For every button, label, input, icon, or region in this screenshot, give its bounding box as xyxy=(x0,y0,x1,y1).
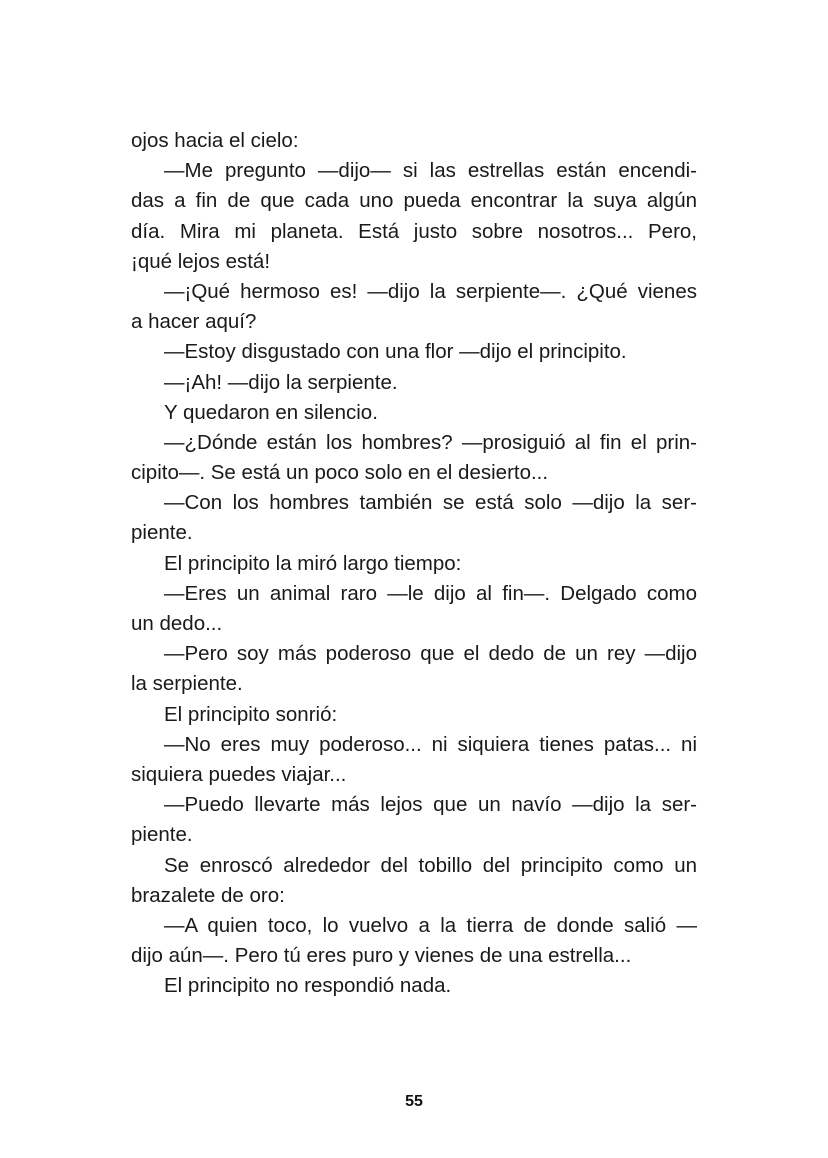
text-line: cipito—. Se está un poco solo en el desierto... xyxy=(131,461,549,485)
text-line: día. Mira mi planeta. Está justo sobre nosotros... Pero, xyxy=(131,219,697,243)
text-line: El principito no respondió nada. xyxy=(164,974,452,998)
text-line: —No eres muy poderoso... ni siquiera tienes patas... ni xyxy=(164,732,697,756)
text-line: El principito sonrió: xyxy=(164,702,338,726)
text-line: ojos hacia el cielo: xyxy=(131,129,299,152)
text-line: —Estoy disgustado con una flor —dijo el principito. xyxy=(164,340,627,364)
text-line: un dedo... xyxy=(131,612,223,635)
text-line: —Con los hombres también se está solo —dijo la ser- xyxy=(164,491,697,515)
text-line: —Puedo llevarte más lejos que un navío —dijo la ser- xyxy=(164,793,697,817)
text-line: siquiera puedes viajar... xyxy=(131,762,347,786)
text-line: —A quien toco, lo vuelvo a la tierra de donde salió — xyxy=(164,913,697,937)
text-line: ¡qué lejos está! xyxy=(131,249,271,273)
text-line: El principito la miró largo tiempo: xyxy=(164,551,462,575)
text-line: brazalete de oro: xyxy=(131,883,285,907)
body-text xyxy=(131,126,697,1001)
text-line: Se enroscó alrededor del tobillo del principito como un xyxy=(164,853,697,877)
text-line: —¡Qué hermoso es! —dijo la serpiente—. ¿Qué vienes xyxy=(164,279,697,303)
text-line: piente. xyxy=(131,521,193,545)
text-line: a hacer aquí? xyxy=(131,310,257,334)
page-number: 55 xyxy=(405,1093,423,1110)
text-line: —¿Dónde están los hombres? —prosiguió al fin el prin- xyxy=(164,430,697,454)
text-line: piente. xyxy=(131,823,193,847)
text-line: —¡Ah! —dijo la serpiente. xyxy=(164,370,398,394)
text-line: —Pero soy más poderoso que el dedo de un rey —dijo xyxy=(164,642,697,666)
text-line: la serpiente. xyxy=(131,672,243,696)
text-line: Y quedaron en silencio. xyxy=(164,400,378,424)
text-line: —Me pregunto —dijo— si las estrellas están encendi- xyxy=(164,159,697,183)
text-line: dijo aún—. Pero tú eres puro y vienes de una estrella... xyxy=(131,944,632,968)
text-line: das a fin de que cada uno pueda encontrar la suya algún xyxy=(131,189,697,213)
text-line: —Eres un animal raro —le dijo al fin—. Delgado como xyxy=(164,581,697,605)
